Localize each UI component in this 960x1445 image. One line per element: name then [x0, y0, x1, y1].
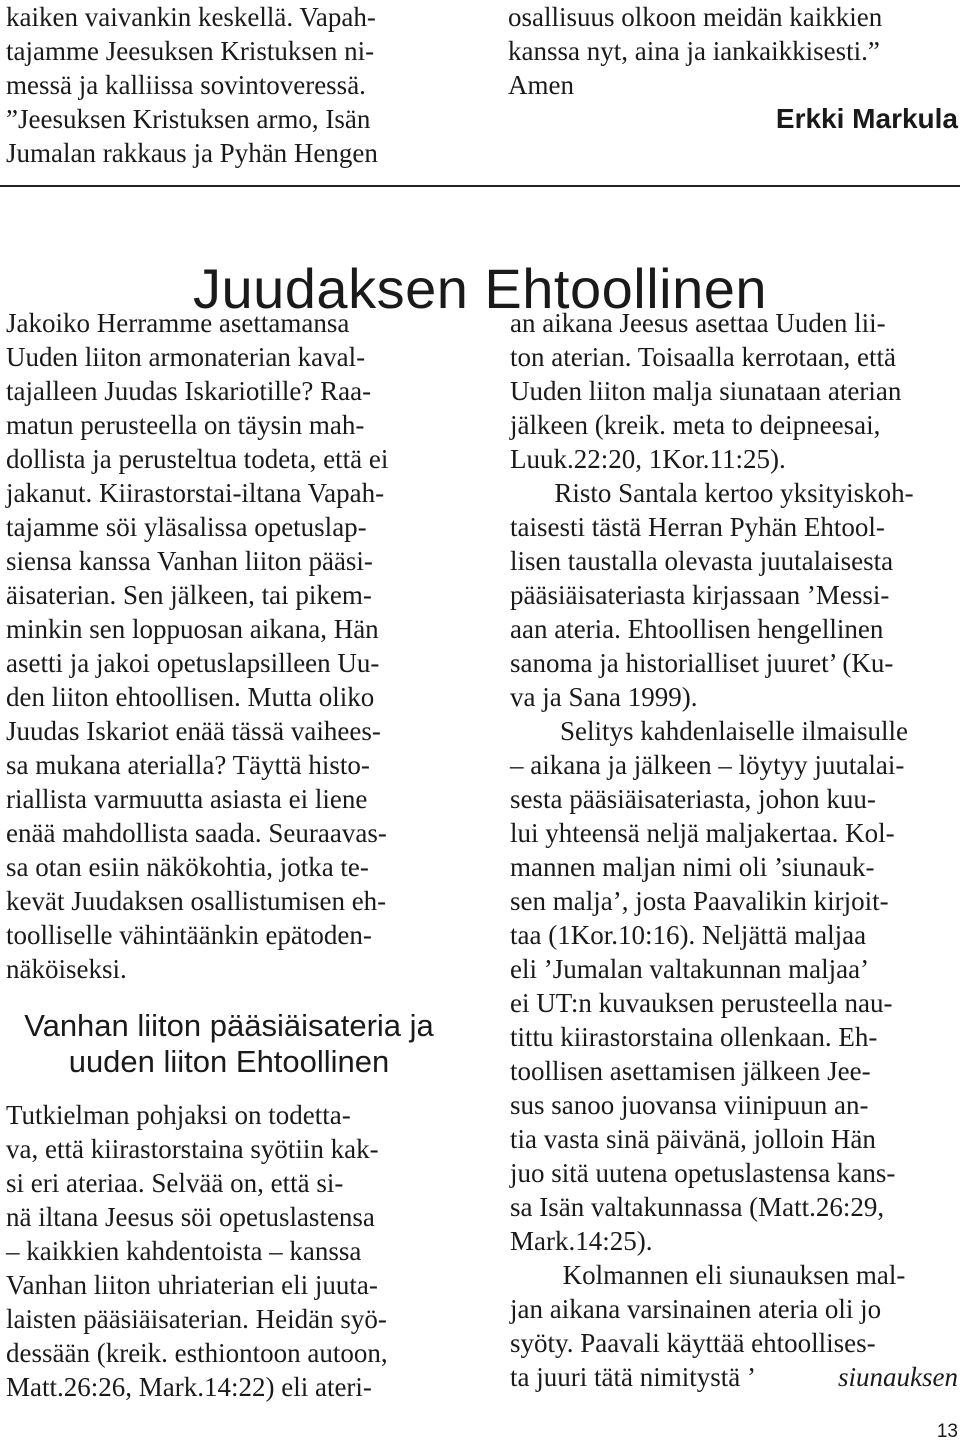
text-line: Amen: [508, 70, 574, 100]
text-line: osallisuus olkoon meidän kaikkien: [508, 2, 883, 32]
text-line: aan ateria. Ehtoollisen hengellinen: [510, 614, 884, 644]
text-line: riallista varmuutta asiasta ei liene: [6, 784, 368, 814]
text-line: Kolmannen eli siunauksen mal-: [562, 1260, 906, 1290]
text-line: Luuk.22:20, 1Kor.11:25).: [510, 444, 786, 474]
text-line: sesta pääsiäisateriasta, johon kuu-: [510, 784, 876, 814]
italic-word: siunauksen: [838, 1362, 958, 1392]
text-line: ei UT:n kuvauksen perusteella nau-: [510, 988, 893, 1018]
text-line: lui yhteensä neljä maljakertaa. Kol-: [510, 818, 895, 848]
text-line: sa Isän valtakunnassa (Matt.26:29,: [510, 1192, 885, 1222]
top-right-column: [508, 0, 958, 136]
text-line: eli ’Jumalan valtakunnan maljaa’: [510, 954, 870, 984]
article-title: Juudaksen Ehtoollinen: [192, 256, 768, 320]
section-subheading: Vanhan liiton pääsiäisateria ja: [24, 1008, 434, 1043]
text-line: jan aikana varsinainen ateria oli jo: [510, 1294, 882, 1324]
text-line: va ja Sana 1999).: [510, 682, 698, 712]
text-line: sus sanoo juovansa viinipuun an-: [510, 1090, 869, 1120]
signature-line: [508, 102, 958, 136]
text-line: – aikana ja jälkeen – löytyy juutalai-: [510, 750, 905, 780]
top-left-column: [6, 0, 452, 170]
right-column: [510, 306, 958, 1394]
text-line: Jumalan rakkaus ja Pyhän Hengen: [6, 138, 378, 168]
text-line: nä iltana Jeesus söi opetuslastensa: [6, 1202, 375, 1232]
text-line: tajamme Jeesuksen Kristuksen ni-: [6, 36, 375, 66]
text-line: Matt.26:26, Mark.14:22) eli ateri-: [6, 1372, 372, 1402]
page-number: 13: [936, 1421, 958, 1442]
text-line: mannen maljan nimi oli ’siunauk-: [510, 852, 875, 882]
text-line: Jakoiko Herramme asettamansa: [6, 308, 350, 338]
text-line: sanoma ja historialliset juuret’ (Ku-: [510, 648, 894, 678]
text-line: juo sitä uutena opetuslastensa kans-: [510, 1158, 896, 1188]
text-line: Mark.14:25).: [510, 1226, 653, 1256]
text-line: tia vasta sinä päivänä, jolloin Hän: [510, 1124, 876, 1154]
text-line: ”Jeesuksen Kristuksen armo, Isän: [6, 104, 371, 134]
text-line: taa (1Kor.10:16). Neljättä maljaa: [510, 920, 867, 950]
text-line: den liiton ehtoollisen. Mutta oliko: [6, 682, 375, 712]
text-line: si eri ateriaa. Selvää on, että si-: [6, 1168, 344, 1198]
text-line: asetti ja jakoi opetuslapsilleen Uu-: [6, 648, 380, 678]
text-line: dollista ja perusteltua todeta, että ei: [6, 444, 389, 474]
text-line: Tutkielman pohjaksi on todetta-: [6, 1100, 351, 1130]
text-line: taisesti tästä Herran Pyhän Ehtool-: [510, 512, 885, 542]
text-line: jälkeen (kreik. meta to deipneesai,: [510, 410, 881, 440]
text-line: sa mukana aterialla? Täyttä histo-: [6, 750, 370, 780]
text-line: sen malja’, josta Paavalikin kirjoit-: [510, 886, 889, 916]
text-line: siensa kanssa Vanhan liiton pääsi-: [6, 546, 373, 576]
text-line: va, että kiirastorstaina syötiin kak-: [6, 1134, 379, 1164]
text-line: sa otan esiin näkökohtia, jotka te-: [6, 852, 369, 882]
text-line: an aikana Jeesus asettaa Uuden lii-: [510, 308, 886, 338]
text-line: lisen taustalla olevasta juutalaisesta: [510, 546, 894, 576]
text-line: syöty. Paavali käyttää ehtoollises-: [510, 1328, 876, 1358]
text-line: Uuden liiton armonaterian kaval-: [6, 342, 366, 372]
text-line: tajamme söi yläsalissa opetuslap-: [6, 512, 367, 542]
text-line: tajalleen Juudas Iskariotille? Raa-: [6, 376, 372, 406]
text-line: enää mahdollista saada. Seuraavas-: [6, 818, 387, 848]
text-line: kanssa nyt, aina ja iankaikkisesti.”: [508, 36, 880, 66]
section-divider: [0, 185, 960, 187]
text-line: ton aterian. Toisaalla kerrotaan, että: [510, 342, 896, 372]
text-line: – kaikkien kahdentoista – kanssa: [6, 1236, 362, 1266]
text-line: Risto Santala kertoo yksityiskoh-: [554, 478, 914, 508]
author-signature: Erkki Markula: [775, 103, 958, 134]
text-line: Uuden liiton malja siunataan aterian: [510, 376, 902, 406]
text-line: pääsiäisateriasta kirjassaan ’Messi-: [510, 580, 890, 610]
text-line: toolliselle vähintäänkin epätoden-: [6, 920, 372, 950]
text-line: näköiseksi.: [6, 954, 127, 984]
left-column: [6, 306, 452, 1404]
text-line: kevät Juudaksen osallistumisen eh-: [6, 886, 387, 916]
text-line: tittu kiirastorstaina ollenkaan. Eh-: [510, 1022, 878, 1052]
text-line: toollisen asettamisen jälkeen Jee-: [510, 1056, 871, 1086]
section-subheading: uuden liiton Ehtoollinen: [68, 1044, 390, 1079]
text-line: Selitys kahdenlaiselle ilmaisulle: [560, 716, 908, 746]
text-line: Vanhan liiton uhriaterian eli juuta-: [6, 1270, 378, 1300]
text-line: dessään (kreik. esthiontoon autoon,: [6, 1338, 388, 1368]
text-line: kaiken vaivankin keskellä. Vapah-: [6, 2, 376, 32]
text-line: jakanut. Kiirastorstai-iltana Vapah-: [6, 478, 385, 508]
text-line: Juudas Iskariot enää tässä vaihees-: [6, 716, 381, 746]
text-line: matun perusteella on täysin mah-: [6, 410, 365, 440]
text-line: laisten pääsiäisaterian. Heidän syö-: [6, 1304, 387, 1334]
text-line: minkin sen loppuosan aikana, Hän: [6, 614, 379, 644]
text-line: ta juuri tätä nimitystä ’ siunauksen: [510, 1362, 958, 1392]
text-line: äisaterian. Sen jälkeen, tai pikem-: [6, 580, 372, 610]
text-line: messä ja kalliissa sovintoveressä.: [6, 70, 366, 100]
